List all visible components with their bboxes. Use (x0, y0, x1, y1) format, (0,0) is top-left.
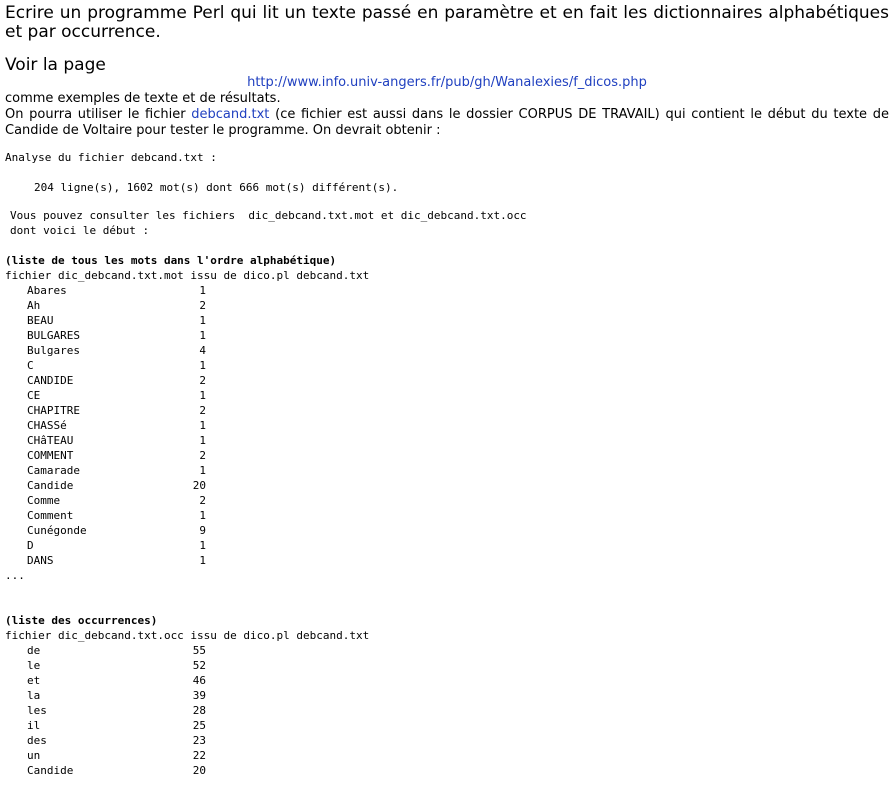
list-item-word: Candide (27, 479, 74, 492)
exercise-title: Ecrire un programme Perl qui lit un texte passé en paramètre et en fait les dictionnaires alphabétiques et par occurrence. (5, 3, 889, 42)
list-item (5, 658, 889, 673)
list-item (5, 418, 889, 433)
list-item-word: CHAPITRE (27, 404, 80, 417)
list-item-word: CHASSé (27, 419, 67, 432)
list-item (5, 313, 889, 328)
list-item (5, 358, 889, 373)
reference-page-link[interactable]: http://www.info.univ-angers.fr/pub/gh/Wanalexies/f_dicos.php (247, 75, 647, 90)
consult-line-2: dont voici le début : (10, 224, 150, 237)
list-item (5, 523, 889, 538)
list-item (5, 388, 889, 403)
list-item-count: 1 (199, 329, 206, 342)
list-item (5, 283, 889, 298)
list-item-word: C (27, 359, 34, 372)
list-item (5, 463, 889, 478)
file-intro-before: On pourra utiliser le fichier (5, 107, 192, 122)
alpha-list-title: (liste de tous les mots dans l'ordre alphabétique) (5, 254, 337, 267)
list-item-count: 46 (192, 674, 206, 687)
list-item-count: 1 (199, 539, 206, 552)
list-item-count: 55 (192, 644, 206, 657)
list-item-count: 1 (199, 554, 206, 567)
list-item-count: 1 (199, 509, 206, 522)
list-item-count: 2 (199, 374, 206, 387)
list-item-count: 1 (199, 464, 206, 477)
list-item (5, 688, 889, 703)
list-item (5, 763, 889, 778)
list-item-count: 1 (199, 389, 206, 402)
list-item-word: Candide (27, 764, 74, 777)
list-item-count: 23 (192, 734, 206, 747)
list-item-word: la (27, 689, 41, 702)
list-item (5, 553, 889, 568)
consult-block (5, 208, 889, 238)
list-item-word: Abares (27, 284, 67, 297)
alpha-word-list (5, 283, 889, 568)
consult-line-1: Vous pouvez consulter les fichiers dic_debcand.txt.mot et dic_debcand.txt.occ (10, 209, 527, 222)
list-item-word: Bulgares (27, 344, 80, 357)
list-item-count: 9 (199, 524, 206, 537)
list-item-word: CHâTEAU (27, 434, 74, 447)
list-item (5, 373, 889, 388)
occurrence-word-list (5, 643, 889, 778)
stats-line: 204 ligne(s), 1602 mot(s) dont 666 mot(s) différent(s). (34, 181, 399, 194)
list-item-word: BEAU (27, 314, 54, 327)
list-item (5, 448, 889, 463)
list-item (5, 328, 889, 343)
list-item (5, 433, 889, 448)
list-item-word: il (27, 719, 41, 732)
list-item-word: de (27, 644, 41, 657)
see-page-label: Voir la page (5, 55, 106, 75)
list-item (5, 298, 889, 313)
list-item (5, 703, 889, 718)
list-item-word: les (27, 704, 47, 717)
list-item-count: 25 (192, 719, 206, 732)
link-container (5, 75, 889, 91)
list-item-count: 52 (192, 659, 206, 672)
file-intro-after: (ce fichier est aussi dans le dossier CORPUS DE TRAVAIL) qui contient le début du texte de Candide de Voltaire pour tester le programme. On devrait obtenir : (5, 107, 889, 138)
list-item-count: 2 (199, 494, 206, 507)
list-item (5, 343, 889, 358)
list-item (5, 643, 889, 658)
list-item-word: le (27, 659, 41, 672)
list-item (5, 493, 889, 508)
list-item-count: 1 (199, 284, 206, 297)
list-ellipsis: ... (5, 569, 25, 582)
file-intro-paragraph (5, 107, 889, 139)
list-item-word: Comment (27, 509, 74, 522)
list-item (5, 673, 889, 688)
debcand-file-link[interactable]: debcand.txt (191, 107, 270, 122)
list-item-count: 20 (192, 479, 206, 492)
list-item-count: 1 (199, 359, 206, 372)
list-item-word: Camarade (27, 464, 80, 477)
list-item-count: 1 (199, 314, 206, 327)
list-item (5, 733, 889, 748)
list-item-count: 20 (192, 764, 206, 777)
list-item-count: 28 (192, 704, 206, 717)
list-item-word: D (27, 539, 34, 552)
list-item (5, 718, 889, 733)
list-item (5, 748, 889, 763)
list-item-count: 2 (199, 404, 206, 417)
list-item (5, 478, 889, 493)
analysis-line: Analyse du fichier debcand.txt : (5, 151, 217, 164)
list-item-count: 22 (192, 749, 206, 762)
list-item-word: et (27, 674, 41, 687)
list-item-word: un (27, 749, 41, 762)
list-item-count: 1 (199, 434, 206, 447)
section-spacer (5, 583, 889, 613)
list-item-word: CE (27, 389, 41, 402)
list-item (5, 508, 889, 523)
list-item-count: 2 (199, 299, 206, 312)
list-item-word: COMMENT (27, 449, 74, 462)
list-item-word: Cunégonde (27, 524, 87, 537)
list-item-word: Ah (27, 299, 41, 312)
exercise-page (5, 0, 889, 778)
list-item-count: 1 (199, 419, 206, 432)
list-item (5, 403, 889, 418)
examples-text: comme exemples de texte et de résultats. (5, 91, 281, 106)
list-item-count: 4 (199, 344, 206, 357)
list-item-word: Comme (27, 494, 61, 507)
list-item (5, 538, 889, 553)
list-item-word: des (27, 734, 47, 747)
occ-file-line: fichier dic_debcand.txt.occ issu de dico.pl debcand.txt (5, 629, 370, 642)
list-item-count: 2 (199, 449, 206, 462)
list-item-word: CANDIDE (27, 374, 74, 387)
list-item-count: 39 (192, 689, 206, 702)
list-item-word: DANS (27, 554, 54, 567)
list-item-word: BULGARES (27, 329, 80, 342)
alpha-file-line: fichier dic_debcand.txt.mot issu de dico.pl debcand.txt (5, 269, 370, 282)
occ-list-title: (liste des occurrences) (5, 614, 158, 627)
